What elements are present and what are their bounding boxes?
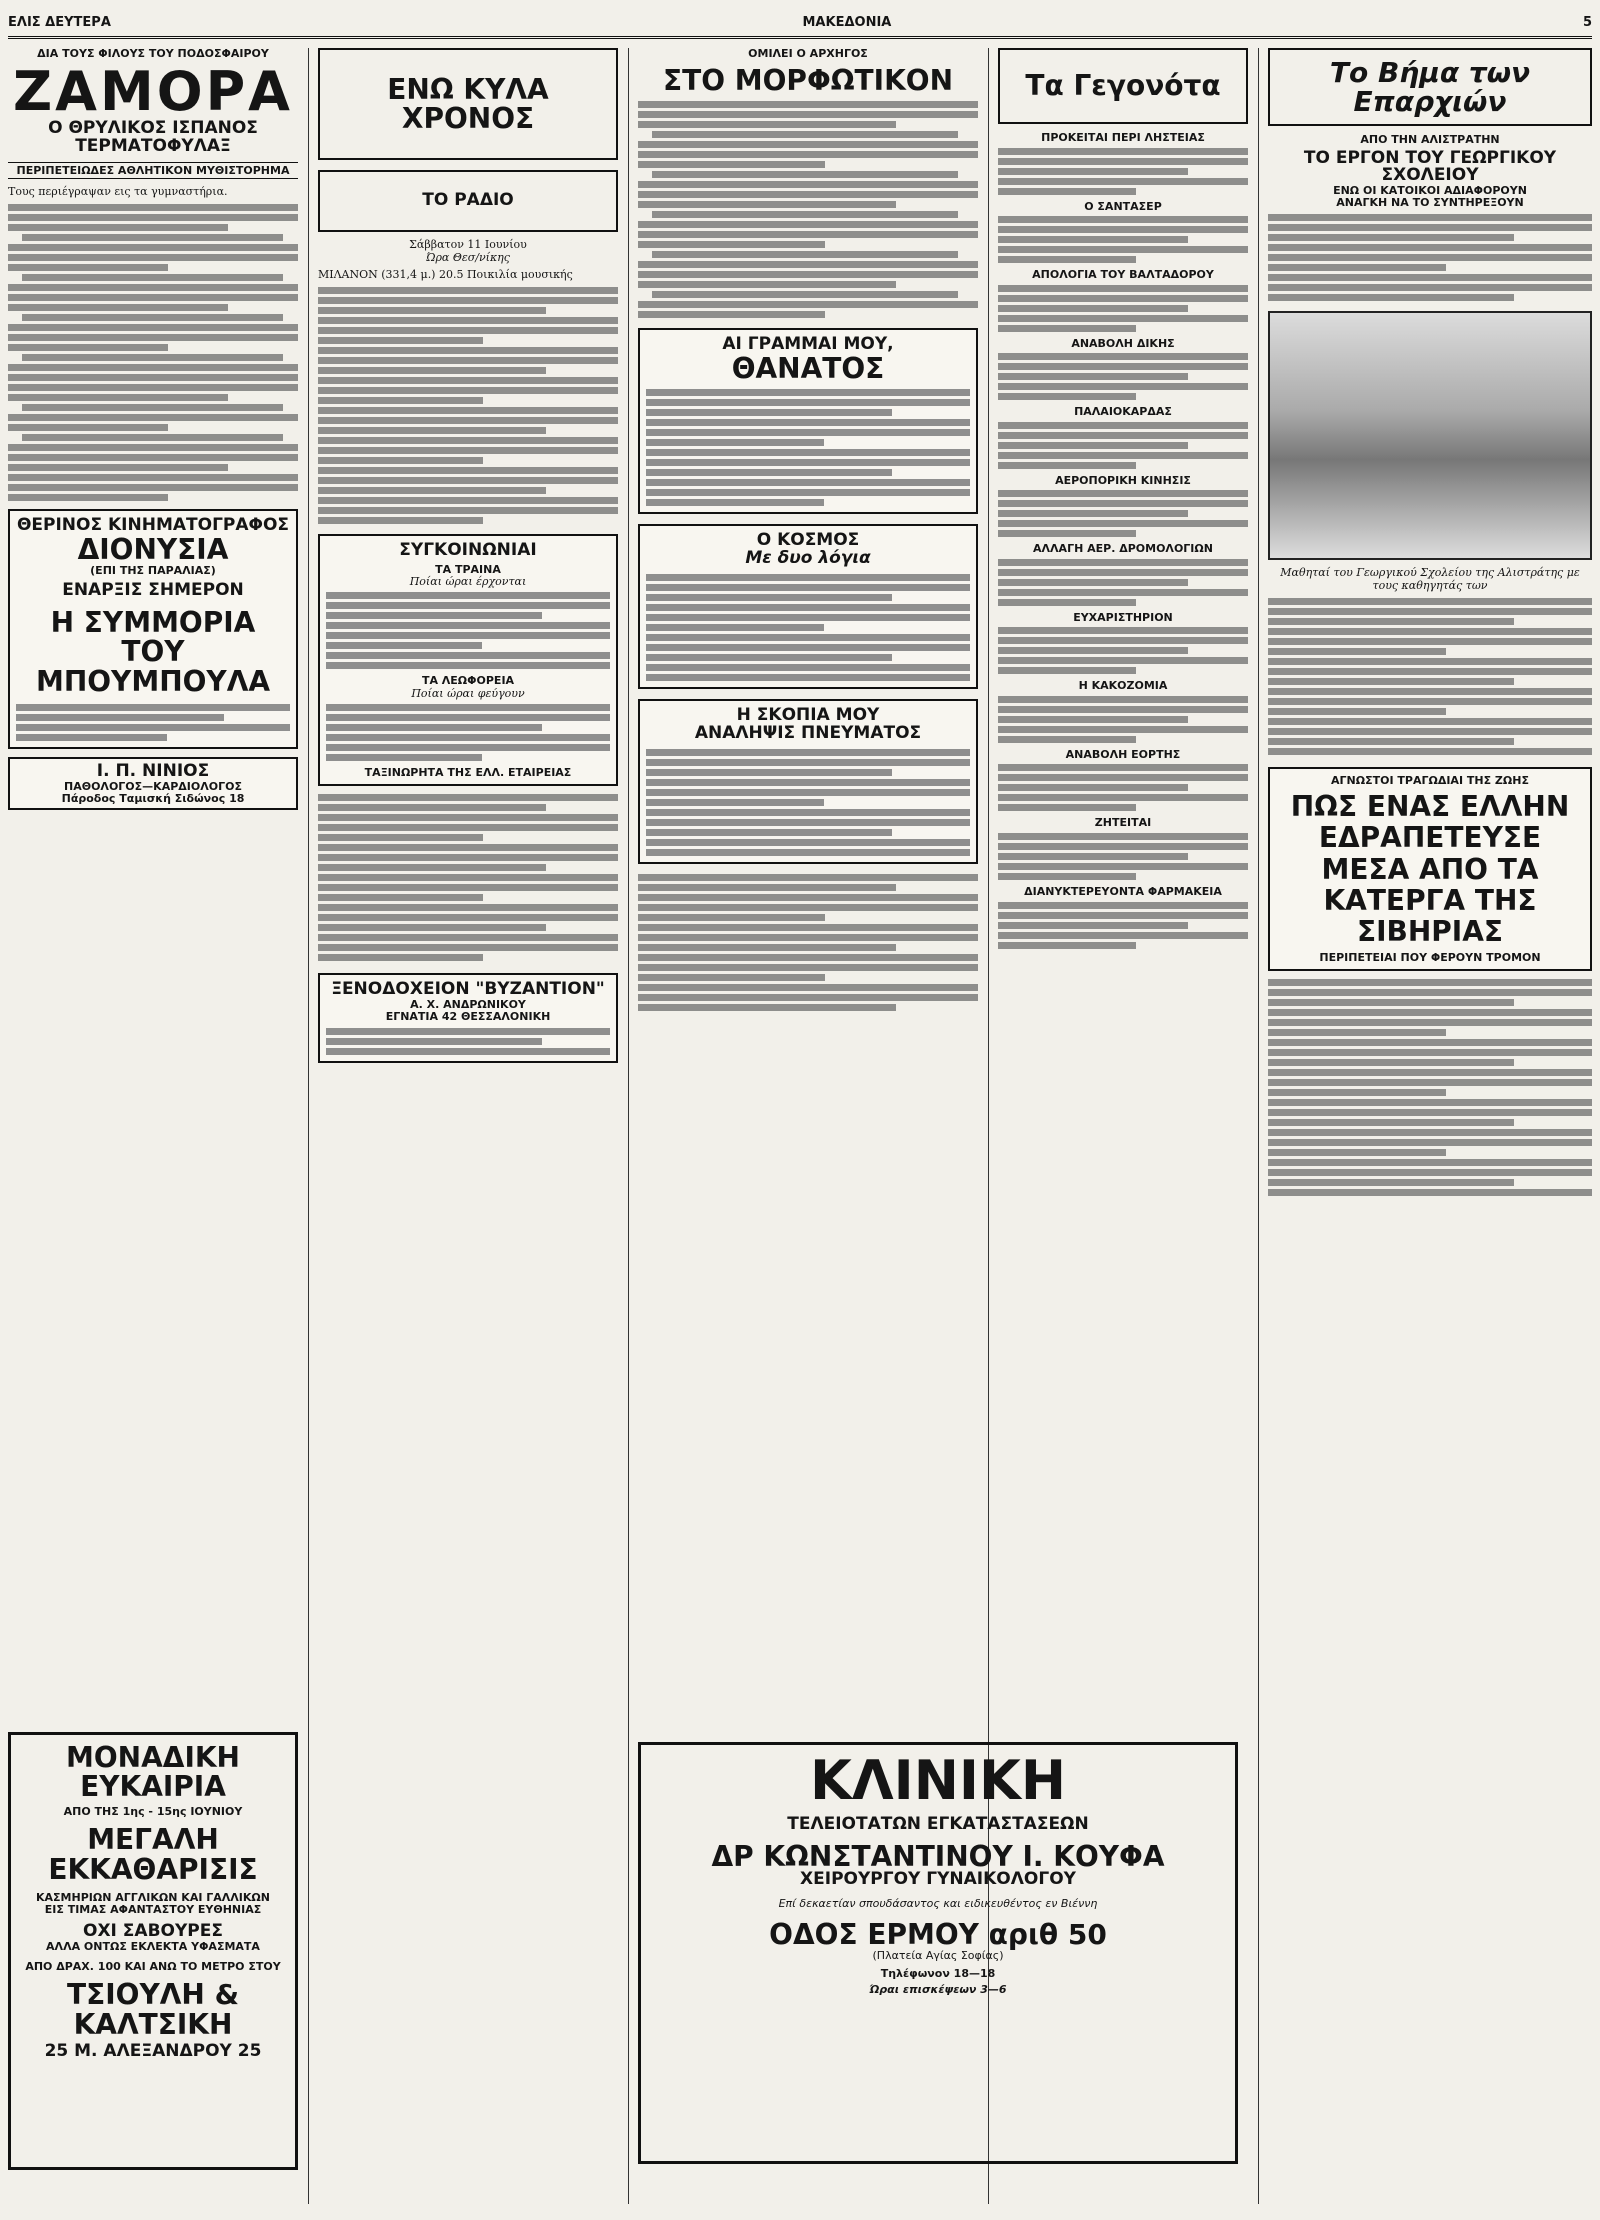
trains-title: ΤΑ ΤΡΑΙΝΑ (435, 562, 501, 576)
radio-program: Σάββατον 11 Ιουνίου (409, 238, 527, 251)
buses-sub: Ποίαι ώραι φεύγουν (411, 686, 525, 700)
column-box (638, 328, 978, 514)
news-item4: ΑΝΑΒΟΛΗ ΔΙΚΗΣ (1071, 336, 1175, 350)
sale-detail4: ΑΛΛΑ ΟΝΤΩΣ ΕΚΛΕΚΤΑ ΥΦΑΣΜΑΤΑ (46, 1940, 260, 1954)
siberia-head: ΑΓΝΩΣΤΟΙ ΤΡΑΓΩΔΙΑΙ ΤΗΣ ΖΩΗΣ (1331, 774, 1529, 788)
newspaper-page (8, 8, 1592, 2204)
opinion-head: ΣΤΟ ΜΟΡΦΩΤΙΚΟΝ (662, 63, 954, 97)
cinema-subline: (ΕΠΙ ΤΗΣ ΠΑΡΑΛΙΑΣ) (90, 563, 216, 577)
sale-title: ΜΟΝΑΔΙΚΗ ΕΥΚΑΙΡΙΑ (66, 1741, 240, 1804)
radio-line: ΜΙΛΑΝΟΝ (331,4 μ.) 20.5 Ποικιλία μουσικής (318, 268, 573, 281)
news-item12: ΔΙΑΝΥΚΤΕΡΕΥΟΝΤΑ ΦΑΡΜΑΚΕΙΑ (1024, 885, 1222, 899)
masthead (8, 8, 1592, 39)
news-item9: Η ΚΑΚΟΖΟΜΙΑ (1078, 679, 1168, 693)
doctor-ad (8, 757, 298, 810)
cinema-opening: ΕΝΑΡΞΙΣ ΣΗΜΕΡΟΝ (62, 580, 244, 601)
clinic-ad (638, 1742, 1238, 2158)
news-banner (998, 48, 1248, 124)
news-title: Τα Γεγονότα (1025, 69, 1221, 103)
cinema-title: ΘΕΡΙΝΟΣ ΚΙΝΗΜΑΤΟΓΡΑΦΟΣ (16, 515, 290, 536)
clinic-name: ΔΡ ΚΩΝΣΤΑΝΤΙΝΟΥ Ι. ΚΟΥΦΑ (711, 1839, 1165, 1873)
news-item5: ΠΑΛΑΙΟΚΑΡΔΑΣ (1074, 405, 1172, 419)
siberia-sub: ΠΕΡΙΠΕΤΕΙΑΙ ΠΟΥ ΦΕΡΟΥΝ ΤΡΟΜΟΝ (1319, 950, 1541, 964)
hotel-owner: Α. Χ. ΑΝΔΡΩΝΙΚΟΥ (410, 998, 526, 1012)
sale-store: ΤΣΙΟΥΛΗ & ΚΑΛΤΣΙΚΗ (67, 1978, 239, 2041)
clinic-title: ΚΛΙΝΙΚΗ (809, 1749, 1067, 1812)
masthead-left: ΕΛΙΣ ΔΕΥΤΕΡΑ (8, 14, 111, 30)
steamship-title: ΤΑΞΙΝΩΡΗΤΑ ΤΗΣ ΕΛΛ. ΕΤΑΙΡΕΙΑΣ (364, 765, 572, 779)
transport-box (318, 534, 618, 786)
kyla-title: ΕΝΩ ΚΥΛΑ ΧΡΟΝΟΣ (387, 72, 549, 135)
news-item10: ΑΝΑΒΟΛΗ ΕΟΡΤΗΣ (1065, 747, 1181, 761)
world-box (638, 524, 978, 689)
sports-tagline: ΠΕΡΙΠΕΤΕΙΩΔΕΣ ΑΘΛΗΤΙΚΟΝ ΜΥΘΙΣΤΟΡΗΜΑ (8, 162, 298, 180)
news-item1: ΠΡΟΚΕΙΤΑΙ ΠΕΡΙ ΛΗΣΤΕΙΑΣ (1041, 131, 1205, 144)
right-banner (1268, 48, 1592, 126)
buses-title: ΤΑ ΛΕΩΦΟΡΕΙΑ (421, 674, 515, 688)
clinic-address: ΟΔΟΣ ΕΡΜΟΥ αριθ 50 (769, 1917, 1107, 1951)
shadow-box (638, 699, 978, 864)
clinic-line1: ΤΕΛΕΙΟΤΑΤΩΝ ΕΓΚΑΤΑΣΤΑΣΕΩΝ (787, 1813, 1089, 1834)
sale-dates: ΑΠΟ ΤΗΣ 1ης - 15ης ΙΟΥΝΙΟΥ (63, 1804, 243, 1818)
right-sub: ΑΠΟ ΤΗΝ ΑΛΙΣΤΡΑΤΗΝ (1360, 133, 1500, 146)
sale-ad (8, 1732, 298, 2160)
column-head: ΘΑΝΑΤΟΣ (731, 351, 885, 385)
masthead-right: 5 (1582, 14, 1592, 30)
news-item6: ΑΕΡΟΠΟΡΙΚΗ ΚΙΝΗΣΙΣ (1055, 473, 1191, 487)
sports-title: ΖΑΜΟΡΑ (13, 59, 293, 123)
school-caption: Μαθηταί του Γεωργικού Σχολείου της Αλιστράτης με τους καθηγητάς των (1280, 566, 1580, 593)
doctor-line: Πάροδος Ταμισκή Σιδώνος 18 (61, 791, 245, 805)
shadow-head: ΑΝΑΛΗΨΙΣ ΠΝΕΥΜΑΤΟΣ (694, 722, 922, 743)
trains-sub: Ποίαι ώραι έρχονται (409, 575, 527, 589)
school-photo (1268, 311, 1592, 560)
world-title: Ο ΚΟΣΜΟΣ (756, 530, 860, 551)
right-deck2: ΑΝΑΓΚΗ ΝΑ ΤΟ ΣΥΝΤΗΡΕΞΟΥΝ (1336, 195, 1524, 209)
right-deck: ΕΝΩ ΟΙ ΚΑΤΟΙΚΟΙ ΑΔΙΑΦΟΡΟΥΝ (1333, 184, 1527, 198)
news-item3: ΑΠΟΛΟΓΙΑ ΤΟΥ ΒΑΛΤΑΔΟΡΟΥ (1032, 268, 1214, 282)
sale-detail5: ΑΠΟ ΔΡΑΧ. 100 ΚΑΙ ΑΝΩ ΤΟ ΜΕΤΡΟ ΣΤΟΥ (25, 1959, 281, 1973)
sale-detail3: ΟΧΙ ΣΑΒΟΥΡΕΣ (83, 1921, 223, 1942)
column-2 (318, 48, 618, 2198)
world-sub: Με δυο λόγια (745, 548, 871, 569)
news-item8: ΕΥΧΑΡΙΣΤΗΡΙΟΝ (1073, 610, 1173, 624)
sports-lead: Τους περιέγραψαν εις τα γυμναστήρια. (8, 185, 228, 199)
sports-kicker: ΔΙΑ ΤΟΥΣ ΦΙΛΟΥΣ ΤΟΥ ΠΟΔΟΣΦΑΙΡΟΥ (37, 48, 269, 60)
masthead-center: ΜΑΚΕΔΟΝΙΑ (802, 14, 892, 30)
clinic-note: (Πλατεία Αγίας Σοφίας) (872, 1949, 1004, 1963)
shadow-title: Η ΣΚΟΠΙΑ ΜΟΥ (736, 704, 880, 725)
hotel-ad (318, 973, 618, 1063)
news-item11: ΖΗΤΕΙΤΑΙ (1094, 816, 1152, 830)
sale-headline: ΜΕΓΑΛΗ ΕΚΚΑΘΑΡΙΣΙΣ (48, 1823, 258, 1886)
doctor-name: Ι. Π. ΝΙΝΙΟΣ (96, 761, 210, 782)
column-title: ΑΙ ΓΡΑΜΜΑΙ ΜΟΥ, (722, 333, 894, 354)
cinema-name: ΔΙΟΝΥΣΙΑ (77, 533, 229, 567)
sale-detail2: ΕΙΣ ΤΙΜΑΣ ΑΦΑΝΤΑΣΤΟΥ ΕΥΘΗΝΙΑΣ (44, 1902, 262, 1916)
column-5 (1268, 48, 1592, 2198)
cinema-feature: Η ΣΥΜΜΟΡΙΑ ΤΟΥ ΜΠΟΥΜΠΟΥΛΑ (35, 606, 271, 698)
radio-time: Ώρα Θεσ/νίκης (426, 251, 510, 264)
radio-banner (318, 170, 618, 232)
siberia-box (1268, 767, 1592, 971)
sports-text (8, 204, 298, 501)
cinema-ad (8, 509, 298, 749)
news-item2: Ο ΣΑΝΤΑΣΕΡ (1084, 199, 1162, 213)
sports-subtitle: Ο ΘΡΥΛΙΚΟΣ ΙΣΠΑΝΟΣ ΤΕΡΜΑΤΟΦΥΛΑΞ (48, 118, 258, 157)
clinic-spec: ΧΕΙΡΟΥΡΓΟΥ ΓΥΝΑΙΚΟΛΟΓΟΥ (800, 1868, 1076, 1889)
opinion-title: ΟΜΙΛΕΙ Ο ΑΡΧΗΓΟΣ (748, 48, 868, 60)
right-headline: ΤΟ ΕΡΓΟΝ ΤΟΥ ΓΕΩΡΓΙΚΟΥ ΣΧΟΛΕΙΟΥ (1303, 147, 1557, 186)
clinic-hours: Ώραι επισκέψεων 3—6 (869, 1982, 1007, 1996)
sale-address: 25 Μ. ΑΛΕΞΑΝΔΡΟΥ 25 (44, 2040, 262, 2061)
sale-detail1: ΚΑΣΜΗΡΙΩΝ ΑΓΓΛΙΚΩΝ ΚΑΙ ΓΑΛΛΙΚΩΝ (36, 1891, 270, 1905)
right-title: Το Βήμα των Επαρχιών (1329, 55, 1531, 118)
radio-title: ΤΟ ΡΑΔΙΟ (422, 190, 514, 211)
doctor-title: ΠΑΘΟΛΟΓΟΣ—ΚΑΡΔΙΟΛΟΓΟΣ (64, 780, 242, 794)
transport-title: ΣΥΓΚΟΙΝΩΝΙΑΙ (399, 540, 537, 560)
hotel-title: ΞΕΝΟΔΟΧΕΙΟΝ "ΒΥΖΑΝΤΙΟΝ" (331, 979, 605, 1000)
siberia-title: ΠΩΣ ΕΝΑΣ ΕΛΛΗΝ ΕΔΡΑΠΕΤΕΥΣΕ ΜΕΣΑ ΑΠΟ ΤΑ ΚΑΤΕΡΓΑ ΤΗΣ ΣΙΒΗΡΙΑΣ (1290, 789, 1570, 949)
news-item7: ΑΛΛΑΓΗ ΑΕΡ. ΔΡΟΜΟΛΟΓΙΩΝ (1033, 542, 1213, 556)
clinic-extra: Επί δεκαετίαν σπουδάσαντος και ειδικευθέντος εν Βιέννη (778, 1896, 1098, 1910)
clinic-phone: Τηλέφωνον 18—18 (880, 1967, 996, 1981)
kyla-banner (318, 48, 618, 160)
hotel-address: ΕΓΝΑΤΙΑ 42 ΘΕΣΣΑΛΟΝΙΚΗ (385, 1009, 551, 1023)
